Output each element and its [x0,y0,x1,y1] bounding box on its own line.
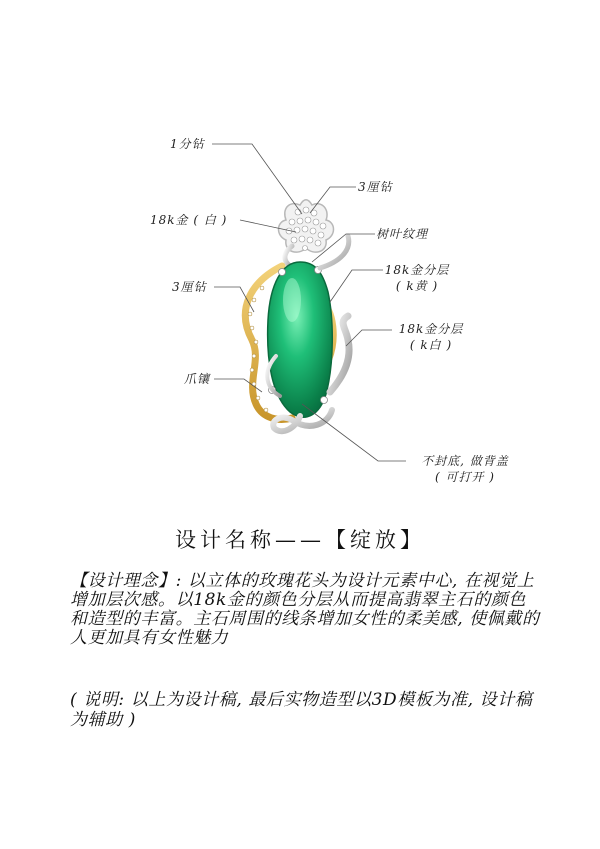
callout-3li-diamond-left: 3厘钻 [172,280,207,294]
callout-3li-diamond-top: 3厘钻 [358,180,393,194]
callout-open-back-line2: ( 可打开 ) [435,470,495,484]
callout-18k-layer-yellow [372,262,462,294]
callout-open-back [400,453,530,485]
design-title: 设计名称——【绽放】 [175,528,425,552]
callout-claw-setting: 爪镶 [184,372,211,386]
design-note-paragraph: ( 说明: 以上为设计稿, 最后实物造型以3D模板为准, 设计稿为辅助 ) [70,690,533,730]
callout-18k-layer-white [386,321,476,353]
callout-leaf-texture: 树叶纹理 [376,227,429,241]
callout-18k-white-gold: 18k金 ( 白 ) [150,213,228,227]
design-concept-paragraph: 【设计理念】: 以立体的玫瑰花头为设计元素中心, 在视觉上增加层次感。以18k金的颜色分层从而提高翡翠主石的颜色和造型的丰富。主石周围的线条增加女性的柔美感, 使佩戴的人更加具有女性魅力 [70,571,540,648]
callout-1fen-diamond: 1分钻 [170,137,205,151]
rose-head [279,200,334,252]
callout-18k-layer-yellow-line2: ( k黄 ) [395,279,439,293]
callout-18k-layer-white-line2: ( k白 ) [409,338,453,352]
callout-18k-layer-yellow-line1: 18k金分层 [384,263,450,277]
callout-18k-layer-white-line1: 18k金分层 [398,322,464,336]
callout-open-back-line1: 不封底, 做背盖 [421,454,509,468]
jade-highlight [283,278,301,322]
bail [285,246,292,266]
